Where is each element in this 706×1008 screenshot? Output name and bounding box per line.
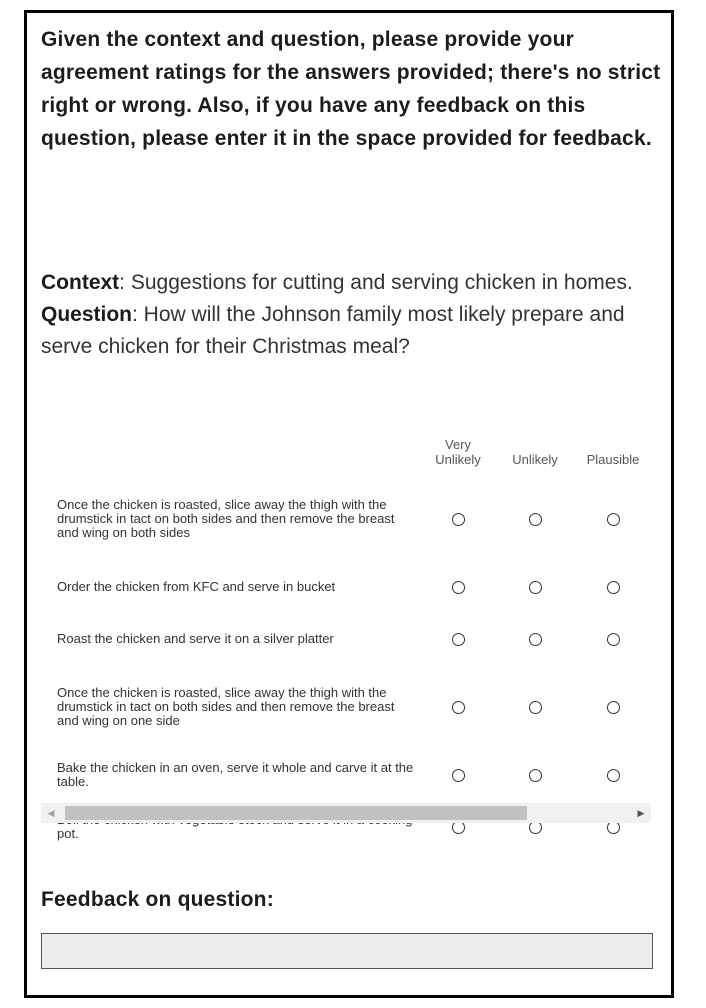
- survey-frame: [24, 10, 674, 998]
- scrollbar-thumb[interactable]: [65, 806, 527, 820]
- question-text: : How will the Johnson family most likely prepare and serve chicken for their Christmas meal?: [41, 303, 625, 358]
- radio-cell: [573, 613, 653, 665]
- rating-matrix: [41, 427, 653, 853]
- radio-cell: [497, 613, 573, 665]
- radio-very-unlikely[interactable]: [452, 633, 465, 646]
- table-row: [41, 665, 653, 749]
- radio-very-unlikely[interactable]: [452, 769, 465, 782]
- column-header-line2: Unlikely: [435, 452, 481, 467]
- answer-option-text: Roast the chicken and serve it on a silver platter: [57, 631, 334, 646]
- feedback-label: Feedback on question:: [41, 888, 274, 911]
- radio-very-unlikely[interactable]: [452, 513, 465, 526]
- radio-cell: [573, 561, 653, 613]
- radio-very-unlikely[interactable]: [452, 701, 465, 714]
- feedback-input[interactable]: [41, 933, 653, 969]
- radio-plausible[interactable]: [607, 633, 620, 646]
- answer-option-text: Once the chicken is roasted, slice away the thigh with the drumstick in tact on both sides and then remove the breast and wing on both sides: [57, 497, 395, 540]
- instructions-text: Given the context and question, please provide your agreement ratings for the answers provided; there's no strict right or wrong. Also, if you have any feedback on this question, please enter it in the space provided for feedback.: [41, 28, 661, 150]
- table-row: [41, 749, 653, 801]
- answer-option-text: Bake the chicken in an oven, serve it whole and carve it at the table.: [57, 760, 414, 789]
- radio-cell: [419, 613, 497, 665]
- context-question-block: [41, 267, 661, 363]
- matrix-corner: [41, 427, 419, 477]
- context-text: : Suggestions for cutting and serving chicken in homes.: [119, 271, 633, 294]
- answer-option-text: pot.: [57, 826, 79, 841]
- question-line: [41, 299, 661, 363]
- radio-cell: [573, 665, 653, 749]
- radio-plausible[interactable]: [607, 769, 620, 782]
- context-line: [41, 267, 661, 299]
- scroll-right-arrow-icon[interactable]: ▶: [637, 808, 645, 818]
- column-header-line2: Unlikely: [512, 452, 558, 467]
- column-header-plausible: [573, 427, 653, 477]
- radio-cell: [419, 665, 497, 749]
- column-header-line1: Very: [444, 437, 471, 452]
- radio-plausible[interactable]: [607, 513, 620, 526]
- radio-very-unlikely[interactable]: [452, 581, 465, 594]
- radio-cell: [419, 749, 497, 801]
- table-row: [41, 613, 653, 665]
- scroll-left-arrow-icon[interactable]: ◀: [47, 808, 55, 818]
- radio-plausible[interactable]: [607, 581, 620, 594]
- column-header-line2: Plausible: [586, 452, 640, 467]
- column-header-unlikely: [497, 427, 573, 477]
- question-label: Question: [41, 303, 133, 326]
- context-label: Context: [41, 271, 120, 294]
- radio-cell: [573, 749, 653, 801]
- radio-cell: [573, 477, 653, 561]
- radio-cell: [497, 749, 573, 801]
- answer-option-text: Order the chicken from KFC and serve in bucket: [57, 579, 336, 594]
- radio-unlikely[interactable]: [529, 513, 542, 526]
- radio-unlikely[interactable]: [529, 701, 542, 714]
- radio-cell: [419, 561, 497, 613]
- table-row: [41, 477, 653, 561]
- radio-cell: [419, 477, 497, 561]
- radio-unlikely[interactable]: [529, 633, 542, 646]
- horizontal-scrollbar[interactable]: [41, 803, 651, 823]
- radio-cell: [497, 477, 573, 561]
- radio-cell: [497, 561, 573, 613]
- answer-option-text: Once the chicken is roasted, slice away the thigh with the drumstick in tact on both sides and then remove the breast and wing on one side: [57, 685, 395, 728]
- column-header-very-unlikely: [419, 427, 497, 477]
- radio-cell: [497, 665, 573, 749]
- radio-unlikely[interactable]: [529, 581, 542, 594]
- matrix-header-row: [41, 427, 653, 477]
- table-row: [41, 561, 653, 613]
- radio-unlikely[interactable]: [529, 769, 542, 782]
- radio-plausible[interactable]: [607, 701, 620, 714]
